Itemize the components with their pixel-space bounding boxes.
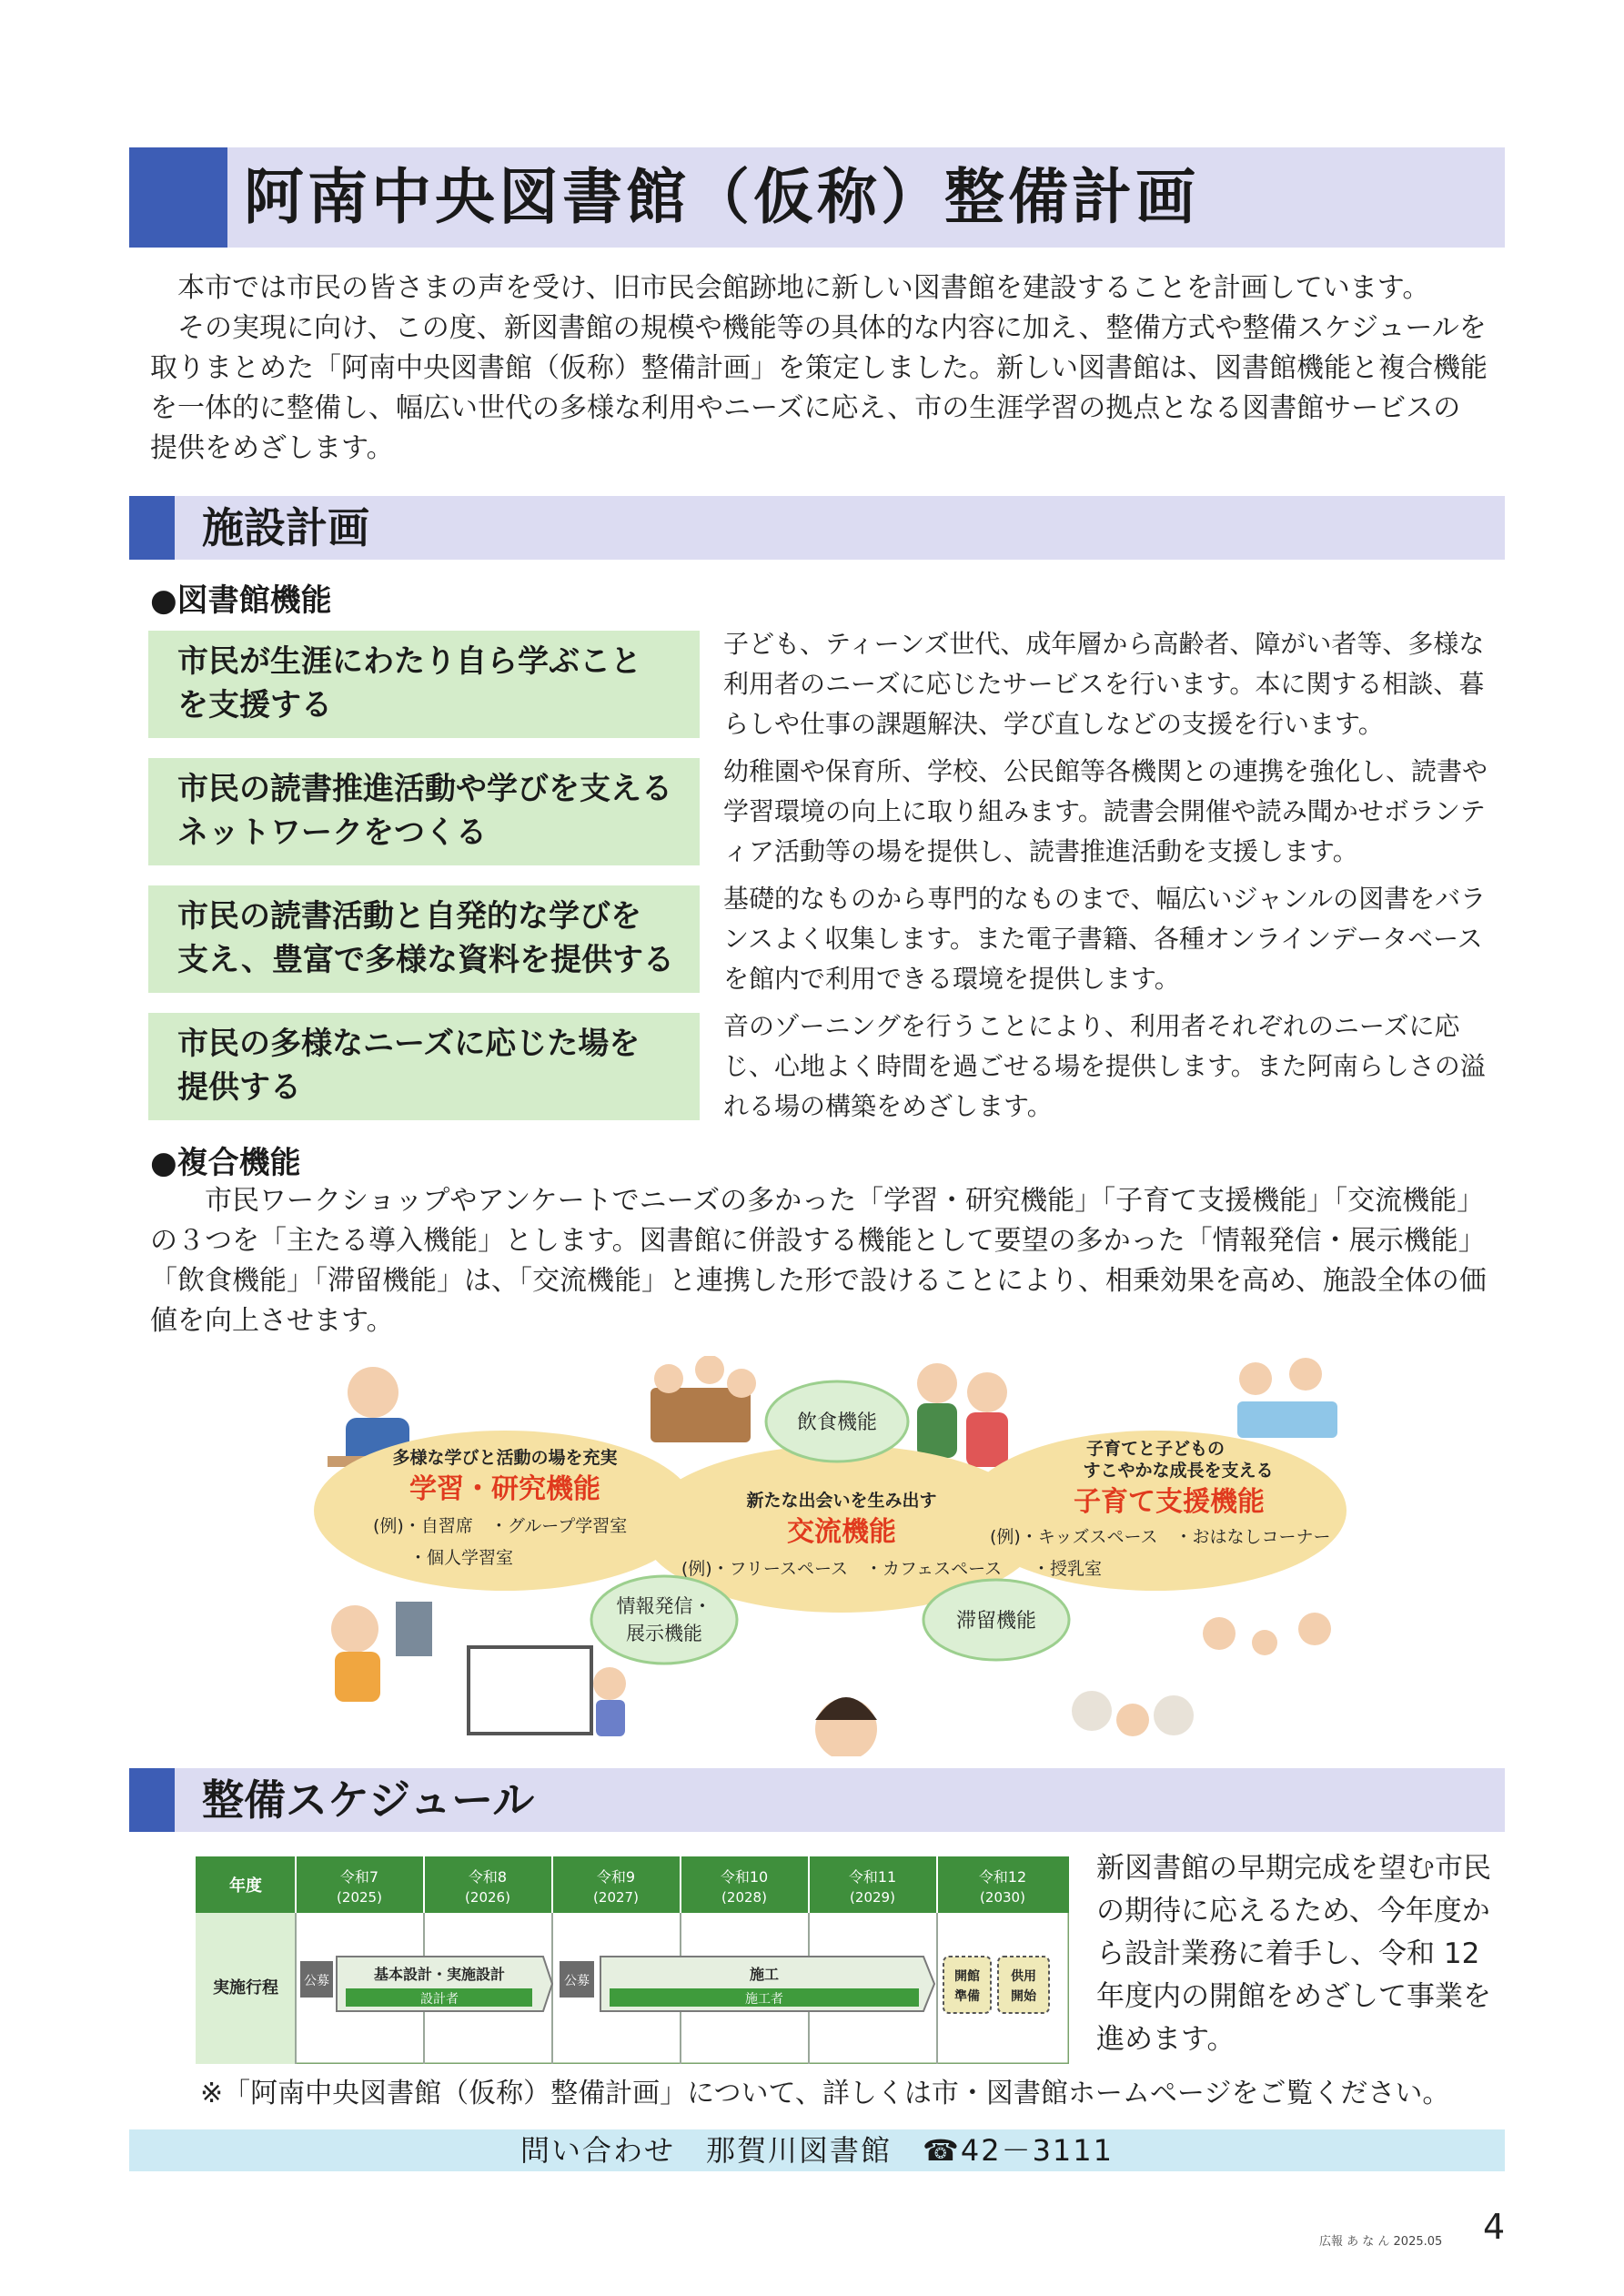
year-6-ad: (2030) xyxy=(980,1889,1025,1906)
koubo-2-label: 公募 xyxy=(564,1974,590,1988)
year-1-era: 令和7 xyxy=(339,1868,379,1886)
library-function-2-line-1: 市民の読書推進活動や学びを支える xyxy=(177,771,672,807)
people-illustration-computer xyxy=(331,1602,626,1736)
schedule-note: 新図書館の早期完成を望む市民の期待に応えるため、今年度から設計業務に着手し、令和 12 年度内の開館をめざして事業を進めます。 xyxy=(1096,1852,1491,2056)
info-function-label-2: 展示機能 xyxy=(626,1623,702,1644)
intro-paragraph-2: その実現に向け、この度、新図書館の規模や機能等の具体的な内容に加え、整備方式や整備スケジュールを取りまとめた「阿南中央図書館（仮称）整備計画」を策定しました。新しい図書館は、図書館機能と複合機能を一体的に整備し、幅広い世代の多様な利用やニーズに応え、市の生涯学習の拠点となる図書館サービスの提供をめざします。 xyxy=(150,312,1488,464)
childcare-tagline-1: 子育てと子どもの xyxy=(1085,1439,1226,1459)
library-function-3 xyxy=(148,885,700,993)
section-title-facility: 施設計画 xyxy=(202,503,369,552)
childcare-function-name: 子育て支援機能 xyxy=(1074,1486,1265,1518)
year-3-era: 令和9 xyxy=(596,1868,636,1886)
library-function-1-line-1: 市民が生涯にわたり自ら学ぶこと xyxy=(177,643,641,680)
service-start-label-1: 供用 xyxy=(1011,1969,1036,1984)
library-function-2 xyxy=(148,758,700,865)
exchange-examples: (例)・フリースペース ・カフェスペース xyxy=(681,1559,1003,1579)
year-4-era: 令和10 xyxy=(720,1868,769,1886)
library-function-1 xyxy=(148,631,700,738)
section-accent-facility xyxy=(129,496,175,560)
service-start-box xyxy=(998,1957,1049,2013)
library-function-3-line-2: 支え、豊富で多様な資料を提供する xyxy=(177,942,675,978)
library-function-4-line-2: 提供する xyxy=(177,1069,301,1106)
design-phase-label: 基本設計・実施設計 xyxy=(373,1966,506,1983)
library-function-3-desc: 基礎的なものから専門的なものまで、幅広いジャンルの図書をバランスよく収集します。また電子書籍、各種オンラインデータベースを館内で利用できる環境を提供します。 xyxy=(723,884,1487,994)
library-function-4-desc: 音のゾーニングを行うことにより、利用者それぞれのニーズに応じ、心地よく時間を過ごせる場を提供します。また阿南らしさの溢れる場の構築をめざします。 xyxy=(723,1011,1486,1121)
library-function-4 xyxy=(148,1013,700,1120)
intro-paragraph-1: 本市では市民の皆さまの声を受け、旧市民会館跡地に新しい図書館を建設することを計画しています。 xyxy=(177,272,1430,304)
service-start-label-2: 開始 xyxy=(1011,1989,1036,2004)
info-function-label-1: 情報発信・ xyxy=(616,1595,712,1617)
complex-function-text xyxy=(150,1181,1506,1341)
library-function-4-line-1: 市民の多様なニーズに応じた場を xyxy=(177,1026,641,1062)
exchange-tagline: 新たな出会いを生み出す xyxy=(746,1491,937,1511)
year-1-ad: (2025) xyxy=(337,1889,382,1906)
schedule-year-header: 年度 xyxy=(229,1876,262,1896)
contact-info: 問い合わせ 那賀川図書館 ☎42－3111 xyxy=(519,2133,1115,2168)
section-accent-schedule xyxy=(129,1768,175,1832)
library-function-1-line-2: を支援する xyxy=(177,687,332,723)
page-title: 阿南中央図書館（仮称）整備計画 xyxy=(244,162,1199,232)
opening-prep-label-2: 準備 xyxy=(954,1989,980,2004)
title-accent xyxy=(129,147,227,248)
year-3-ad: (2027) xyxy=(593,1889,639,1906)
year-5-ad: (2029) xyxy=(850,1889,895,1906)
study-examples-2: ・個人学習室 xyxy=(409,1548,514,1568)
designer-label: 設計者 xyxy=(420,1992,459,2007)
library-function-heading: ●図書館機能 xyxy=(150,582,332,619)
footnote: ※「阿南中央図書館（仮称）整備計画」について、詳しくは市・図書館ホームページをご覧ください。 xyxy=(200,2078,1450,2109)
schedule-row-label: 実施行程 xyxy=(213,1978,278,1998)
people-illustration-group xyxy=(651,1356,756,1442)
exchange-function-name: 交流機能 xyxy=(787,1516,896,1548)
people-illustration-family xyxy=(917,1363,1008,1467)
complex-function-heading: ●複合機能 xyxy=(150,1145,301,1181)
contractor-label: 施工者 xyxy=(745,1992,783,2007)
people-illustration-coughing xyxy=(815,1697,877,1756)
year-2-ad: (2026) xyxy=(465,1889,510,1906)
library-function-2-desc: 幼稚園や保育所、学校、公民館等各機関との連携を強化し、読書や学習環境の向上に取り組みます。読書会開催や読み聞かせボランティア活動等の場を提供し、読書推進活動を支援します。 xyxy=(723,756,1488,866)
study-examples: (例)・自習席 ・グループ学習室 xyxy=(373,1516,628,1536)
complex-function-paragraph: 市民ワークショップやアンケートでニーズの多かった「学習・研究機能」「子育て支援機能」「交流機能」の３つを「主たる導入機能」とします。図書館に併設する機能として要望の多かった「情報発信・展示機能」「飲食機能」「滞留機能」は、「交流機能」と連携した形で設けることにより、相乗効果を高め、施設全体の価値を向上させます。 xyxy=(150,1185,1487,1337)
study-tagline: 多様な学びと活動の場を充実 xyxy=(392,1448,618,1468)
intro-text xyxy=(150,268,1488,469)
page-number: 4 xyxy=(1483,2207,1506,2247)
opening-prep-label-1: 開館 xyxy=(954,1969,980,1984)
people-illustration-elderly-kids xyxy=(1072,1613,1331,1736)
koubo-1-label: 公募 xyxy=(304,1974,329,1988)
year-6-era: 令和12 xyxy=(978,1868,1027,1886)
childcare-examples-2: ・授乳室 xyxy=(1033,1559,1103,1579)
section-title-schedule: 整備スケジュール xyxy=(202,1775,535,1825)
childcare-examples: (例)・キッズスペース ・おはなしコーナー xyxy=(990,1527,1331,1547)
study-function-name: 学習・研究機能 xyxy=(409,1473,600,1505)
people-illustration-reading xyxy=(1237,1358,1337,1438)
library-function-1-desc: 子ども、ティーンズ世代、成年層から高齢者、障がい者等、多様な利用者のニーズに応じたサービスを行います。本に関する相談、暮らしや仕事の課題解決、学び直しなどの支援を行います。 xyxy=(723,629,1485,739)
info-function-bubble xyxy=(591,1576,737,1664)
library-function-2-line-2: ネットワークをつくる xyxy=(177,814,487,851)
year-5-era: 令和11 xyxy=(848,1868,897,1886)
opening-prep-box xyxy=(943,1957,991,2013)
stay-function-label: 滞留機能 xyxy=(955,1610,1037,1633)
year-2-era: 令和8 xyxy=(468,1868,508,1886)
food-function-label: 飲食機能 xyxy=(796,1411,878,1434)
complex-function-diagram xyxy=(309,1356,1356,1756)
publication-label: 広報 あ な ん 2025.05 xyxy=(1319,2235,1443,2249)
construction-phase-label: 施工 xyxy=(749,1966,780,1983)
childcare-tagline-2: すこやかな成長を支える xyxy=(1083,1461,1274,1481)
schedule-table xyxy=(196,1856,1069,2064)
library-function-3-line-1: 市民の読書活動と自発的な学びを xyxy=(177,898,641,935)
year-4-ad: (2028) xyxy=(721,1889,767,1906)
